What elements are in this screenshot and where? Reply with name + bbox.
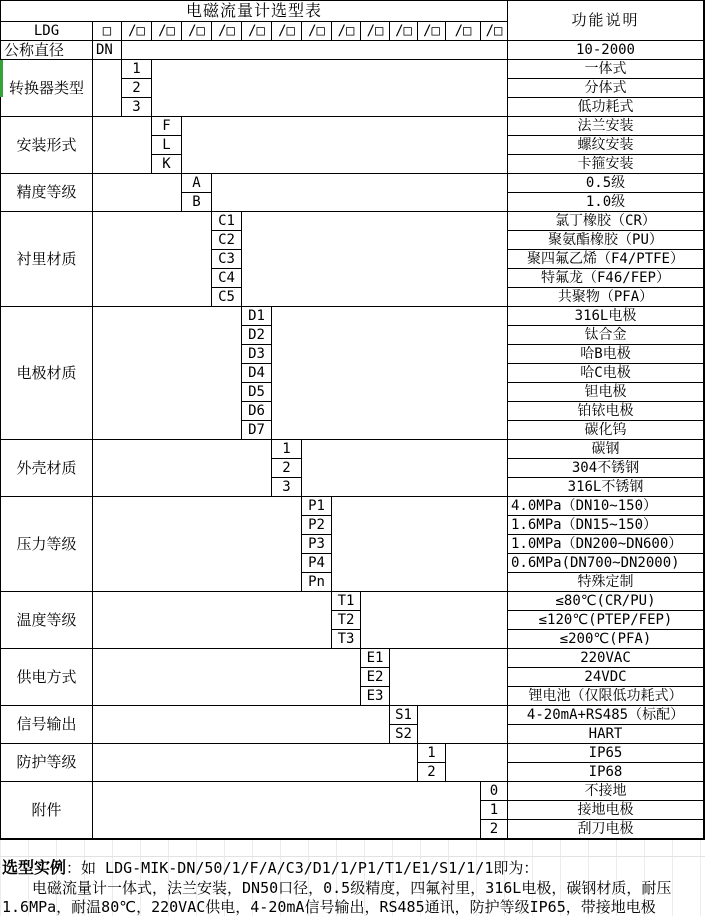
option-code-cell: 1 [272, 440, 302, 459]
option-desc-cell: 聚氨酯橡胶（PU） [508, 231, 704, 250]
model-code-slot: /□ [332, 22, 361, 41]
section-label: 外壳材质 [1, 440, 93, 497]
option-code-cell: 2 [122, 79, 152, 98]
model-code-slot: /□ [272, 22, 302, 41]
option-code-cell: 1 [418, 744, 446, 763]
option-desc-cell: ≤200℃(PFA) [508, 630, 704, 649]
option-desc-cell: 0.5级 [508, 174, 704, 193]
option-desc-cell: 氯丁橡胶（CR） [508, 212, 704, 231]
option-desc-cell: 哈B电极 [508, 345, 704, 364]
model-code-slot: /□ [242, 22, 272, 41]
spacer-cell [152, 60, 508, 117]
spacer-cell [182, 117, 508, 174]
option-desc-cell: IP65 [508, 744, 704, 763]
option-code-cell: C5 [212, 288, 242, 307]
option-code-cell: 1 [481, 801, 508, 820]
option-desc-cell: 4-20mA+RS485（标配） [508, 706, 704, 725]
option-desc-cell: 碳钢 [508, 440, 704, 459]
spacer-cell [302, 440, 508, 497]
section-label: 公称直径 [1, 41, 93, 60]
example-heading-line [0, 857, 705, 879]
option-desc-cell: 刮刀电极 [508, 820, 704, 839]
spacer-cell [93, 497, 302, 592]
model-code-slot: /□ [152, 22, 182, 41]
option-desc-cell: 不接地 [508, 782, 704, 801]
example-model-code: ：如 LDG-MIK-DN/50/1/F/A/C3/D1/1/P1/T1/E1/S1/1/1即为： [66, 859, 539, 877]
spacer-cell [122, 41, 508, 60]
option-desc-cell: 一体式 [508, 60, 704, 79]
section-label: 衬里材质 [1, 212, 93, 307]
spacer-cell [212, 174, 508, 212]
option-code-cell: B [182, 193, 212, 212]
option-desc-cell: 1.0MPa（DN200~DN600） [508, 535, 704, 554]
option-desc-cell: 低功耗式 [508, 98, 704, 117]
option-code-cell: D6 [242, 402, 272, 421]
option-code-cell: D3 [242, 345, 272, 364]
model-code-slot: /□ [361, 22, 390, 41]
option-desc-cell: 聚四氟乙烯（F4/PTFE） [508, 250, 704, 269]
option-desc-cell: 1.6MPa（DN15~150） [508, 516, 704, 535]
option-code-cell: D5 [242, 383, 272, 402]
spreadsheet-blank-row [0, 840, 705, 857]
spacer-cell [332, 497, 508, 592]
option-code-cell: 3 [122, 98, 152, 117]
option-code-cell: P3 [302, 535, 332, 554]
section-label: 安装形式 [1, 117, 93, 174]
option-code-cell: Pn [302, 573, 332, 592]
option-desc-cell: 10-2000 [508, 41, 704, 60]
option-desc-cell: ≤80℃(CR/PU) [508, 592, 704, 611]
option-code-cell: S1 [390, 706, 418, 725]
option-code-cell: F [152, 117, 182, 136]
option-code-cell: 1 [122, 60, 152, 79]
option-desc-cell: 4.0MPa（DN10~150） [508, 497, 704, 516]
option-desc-cell: 304不锈钢 [508, 459, 704, 478]
example-area [0, 840, 705, 916]
option-desc-cell: 316L不锈钢 [508, 478, 704, 497]
section-label: 防护等级 [1, 744, 93, 782]
option-code-cell: C4 [212, 269, 242, 288]
function-column-header: 功能说明 [508, 1, 704, 41]
option-code-cell: P4 [302, 554, 332, 573]
option-code-cell: C3 [212, 250, 242, 269]
option-desc-cell: 特殊定制 [508, 573, 704, 592]
option-code-cell: 3 [272, 478, 302, 497]
option-desc-cell: 钛合金 [508, 326, 704, 345]
option-desc-cell: IP68 [508, 763, 704, 782]
model-code-slot: /□ [418, 22, 446, 41]
spacer-cell [93, 782, 481, 839]
spacer-cell [242, 212, 508, 307]
spacer-cell [446, 744, 508, 782]
option-desc-cell: 哈C电极 [508, 364, 704, 383]
spacer-cell [93, 649, 361, 706]
example-heading: 选型实例 [2, 858, 67, 877]
spacer-cell [272, 307, 508, 440]
section-label: 附件 [1, 782, 93, 839]
option-code-cell: C1 [212, 212, 242, 231]
section-label: 电极材质 [1, 307, 93, 440]
option-code-cell: T3 [332, 630, 361, 649]
model-code-slot: /□ [302, 22, 332, 41]
model-code-slot: /□ [122, 22, 152, 41]
model-code-slot: /□ [212, 22, 242, 41]
option-code-cell: S2 [390, 725, 418, 744]
option-code-cell: P2 [302, 516, 332, 535]
option-desc-cell: 316L电极 [508, 307, 704, 326]
option-desc-cell: 钽电极 [508, 383, 704, 402]
option-desc-cell: ≤120℃(PTEP/FEP) [508, 611, 704, 630]
option-code-cell: L [152, 136, 182, 155]
section-label: 精度等级 [1, 174, 93, 212]
green-anchor-marker [0, 60, 3, 97]
spacer-cell [93, 174, 182, 212]
option-desc-cell: 1.0级 [508, 193, 704, 212]
option-code-cell: DN [93, 41, 122, 60]
example-description-line-2: 1.6MPa，耐温80℃，220VAC供电，4-20mA信号输出，RS485通讯，防护等级IP65，带接地电极 [2, 898, 656, 916]
option-code-cell: 0 [481, 782, 508, 801]
option-code-cell: D2 [242, 326, 272, 345]
option-code-cell: E3 [361, 687, 390, 706]
section-label: 转换器类型 [1, 60, 93, 117]
spacer-cell [93, 117, 152, 174]
model-code-slot: /□ [481, 22, 508, 41]
option-desc-cell: 碳化钨 [508, 421, 704, 440]
option-code-cell: T2 [332, 611, 361, 630]
spacer-cell [93, 592, 332, 649]
option-code-cell: 2 [481, 820, 508, 839]
option-code-cell: E2 [361, 668, 390, 687]
option-code-cell: C2 [212, 231, 242, 250]
option-desc-cell: 分体式 [508, 79, 704, 98]
option-code-cell: D4 [242, 364, 272, 383]
option-desc-cell: 卡箍安装 [508, 155, 704, 174]
option-code-cell: D1 [242, 307, 272, 326]
option-code-cell: D7 [242, 421, 272, 440]
spacer-cell [418, 706, 508, 744]
option-desc-cell: 共聚物（PFA） [508, 288, 704, 307]
option-desc-cell: 220VAC [508, 649, 704, 668]
option-desc-cell: 特氟龙（F46/FEP） [508, 269, 704, 288]
option-desc-cell: 接地电极 [508, 801, 704, 820]
section-label: 供电方式 [1, 649, 93, 706]
spacer-cell [93, 307, 242, 440]
model-code-slot: /□ [446, 22, 481, 41]
option-code-cell: T1 [332, 592, 361, 611]
option-desc-cell: 24VDC [508, 668, 704, 687]
option-code-cell: K [152, 155, 182, 174]
spacer-cell [93, 706, 390, 744]
spacer-cell [93, 744, 418, 782]
spacer-cell [361, 592, 508, 649]
model-code-slot: /□ [390, 22, 418, 41]
option-desc-cell: HART [508, 725, 704, 744]
section-label: 信号输出 [1, 706, 93, 744]
option-desc-cell: 锂电池（仅限低功耗式） [508, 687, 704, 706]
option-desc-cell: 法兰安装 [508, 117, 704, 136]
option-code-cell: A [182, 174, 212, 193]
example-description-line-1: 电磁流量计一体式，法兰安装，DN50口径，0.5级精度，四氟衬里，316L电极，碳钢材质，耐压 [2, 879, 672, 897]
example-block [0, 857, 705, 916]
model-code-slot: /□ [182, 22, 212, 41]
model-code-box-cell: □ [93, 22, 122, 41]
option-desc-cell: 0.6MPa(DN700~DN2000) [508, 554, 704, 573]
spacer-cell [93, 60, 122, 117]
spacer-cell [93, 212, 212, 307]
option-code-cell: 2 [272, 459, 302, 478]
spacer-cell [390, 649, 508, 706]
model-prefix-cell: LDG [1, 22, 93, 41]
spacer-cell [93, 440, 272, 497]
section-label: 压力等级 [1, 497, 93, 592]
option-code-cell: P1 [302, 497, 332, 516]
option-code-cell: E1 [361, 649, 390, 668]
option-desc-cell: 螺纹安装 [508, 136, 704, 155]
option-desc-cell: 铂铱电极 [508, 402, 704, 421]
section-label: 温度等级 [1, 592, 93, 649]
option-code-cell: 2 [418, 763, 446, 782]
table-title: 电磁流量计选型表 [1, 1, 508, 22]
